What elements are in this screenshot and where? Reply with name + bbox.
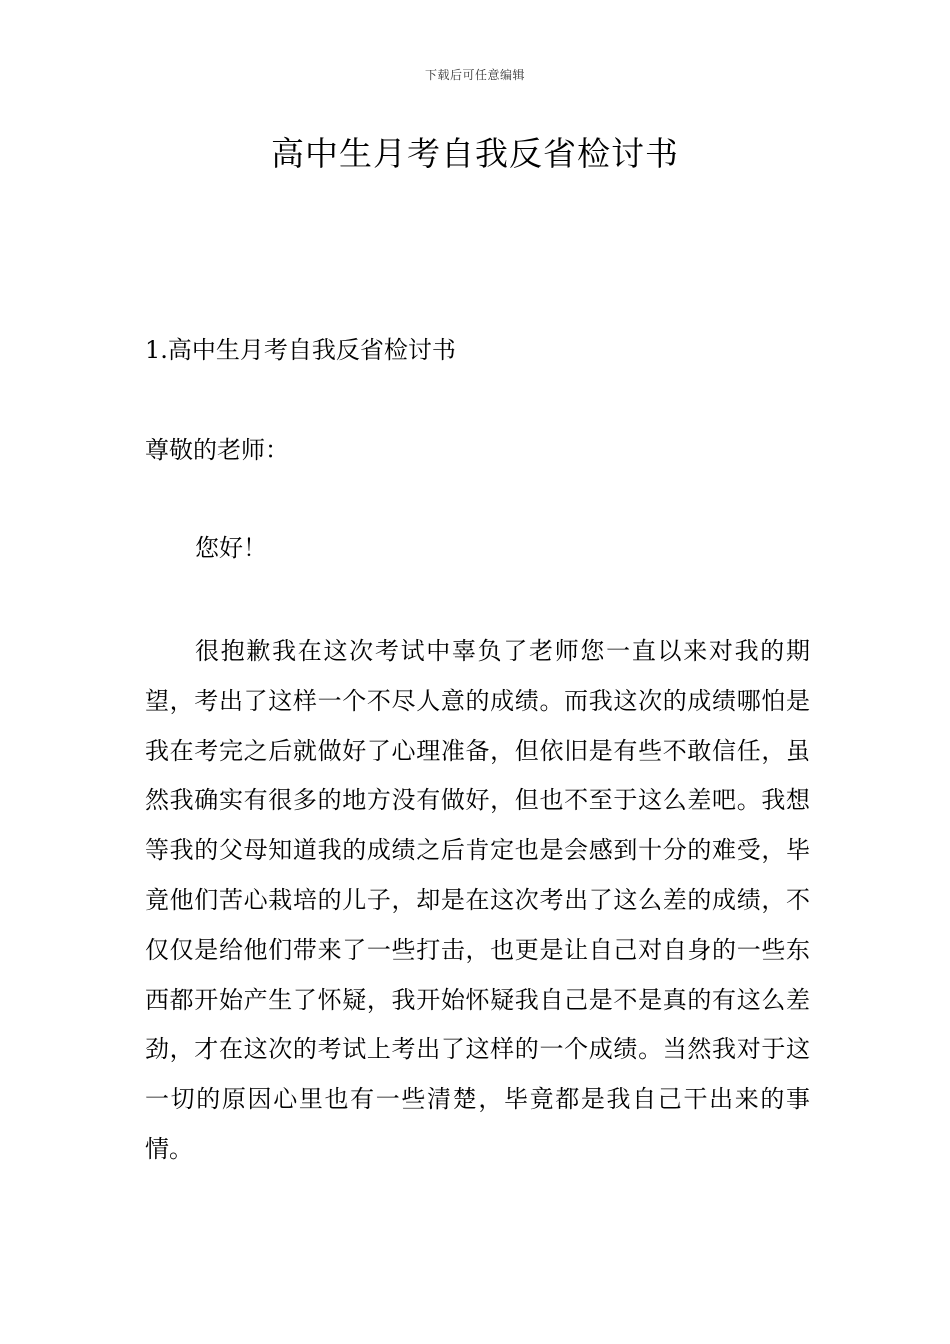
greeting: 您好！ xyxy=(195,534,267,562)
body-paragraph: 很抱歉我在这次考试中辜负了老师您一直以来对我的期望，考出了这样一个不尽人意的成绩。而我这次的成绩哪怕是我在考完之后就做好了心理准备，但依旧是有些不敢信任，虽然我确实有很多的地方没有做好，但也不至于这么差吧。我想等我的父母知道我的成绩之后肯定也是会感到十分的难受，毕竟他们苦心栽培的儿子，却是在这次考出了这么差的成绩，不仅仅是给他们带来了一些打击，也更是让自己对自身的一些东西都开始产生了怀疑，我开始怀疑我自己是不是真的有这么差劲，才在这次的考试上考出了这样的一个成绩。当然我对于这一切的原因心里也有一些清楚，毕竟都是我自己干出来的事情。 xyxy=(145,637,810,1163)
salutation: 尊敬的老师： xyxy=(145,436,289,464)
header-note: 下载后可任意编辑 xyxy=(424,68,525,82)
section-heading: 1.高中生月考自我反省检讨书 xyxy=(145,336,456,364)
page-title: 高中生月考自我反省检讨书 xyxy=(271,134,679,173)
